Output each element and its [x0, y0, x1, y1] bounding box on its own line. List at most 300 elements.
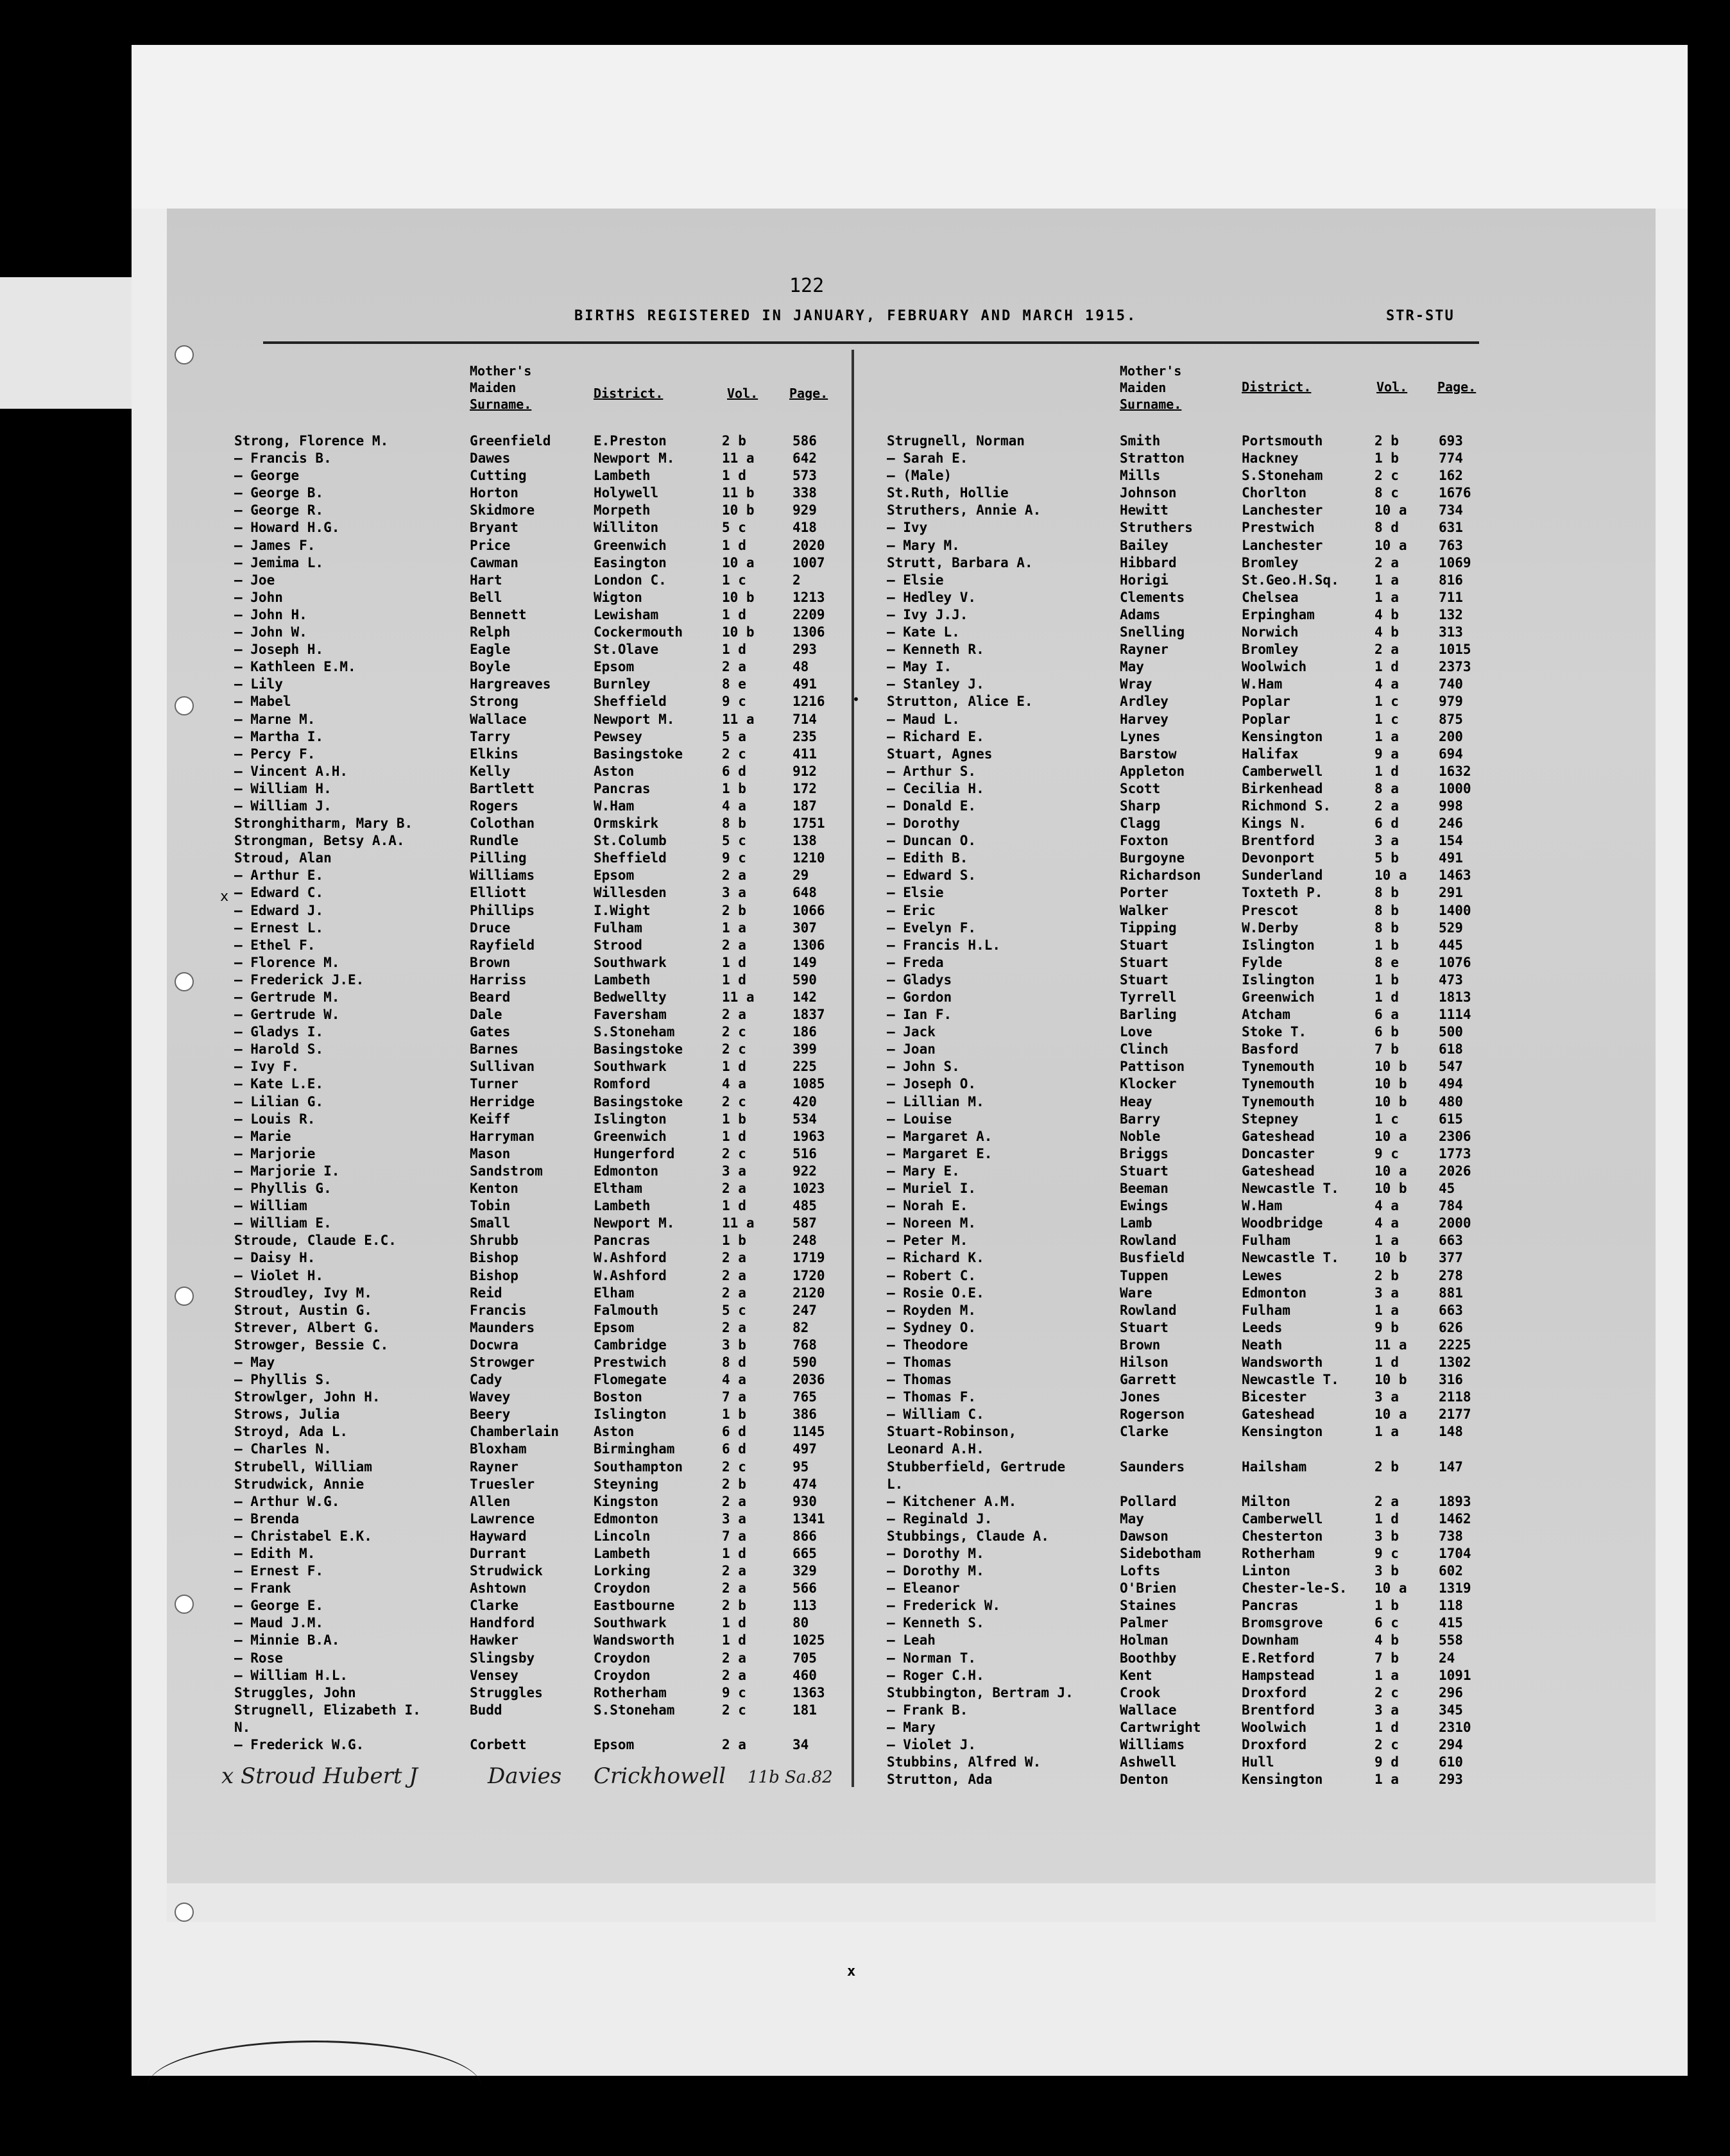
entry-district: Portsmouth — [1242, 433, 1323, 449]
entry-volume: 8 d — [722, 1354, 746, 1370]
entry-page: 1676 — [1439, 485, 1471, 501]
entry-district: Fulham — [1242, 1233, 1290, 1249]
entry-district: Birmingham — [594, 1441, 675, 1457]
entry-name: — Ivy — [887, 520, 928, 536]
entry-maiden-surname: Druce — [470, 920, 511, 936]
entry-page: 1210 — [792, 850, 825, 866]
register-row — [234, 1459, 850, 1476]
entry-district: Downham — [1242, 1632, 1299, 1648]
entry-maiden-surname: Hawker — [470, 1632, 518, 1648]
register-row — [887, 1059, 1464, 1076]
entry-district: Burnley — [594, 676, 651, 692]
punch-hole-icon — [175, 345, 194, 364]
entry-name: — Edith M. — [234, 1546, 316, 1561]
register-row — [234, 764, 850, 781]
entry-volume: 5 a — [722, 728, 746, 744]
entry-volume: 3 a — [722, 1510, 746, 1527]
entry-maiden-surname: Ashtown — [470, 1580, 527, 1596]
entry-district: Wandsworth — [1242, 1354, 1323, 1370]
entry-name: — (Male) — [887, 468, 952, 484]
register-row — [887, 902, 1471, 920]
register-row — [887, 746, 1464, 764]
left-entries — [234, 433, 850, 1754]
entry-page: 491 — [1439, 850, 1463, 866]
entry-district: Newport M. — [594, 450, 675, 466]
entry-maiden-surname: Allen — [470, 1493, 511, 1509]
entry-district: Chester-le-S. — [1242, 1580, 1348, 1596]
entry-maiden-surname: Jones — [1120, 1389, 1161, 1405]
entry-page: 2310 — [1439, 1719, 1471, 1735]
entry-volume: 2 a — [722, 1250, 746, 1266]
entry-page: 929 — [792, 502, 817, 518]
entry-district: Wandsworth — [594, 1632, 675, 1648]
entry-maiden-surname: Love — [1120, 1024, 1152, 1040]
entry-district: Edmonton — [594, 1510, 659, 1527]
entry-name: — Kitchener A.M. — [887, 1493, 1017, 1509]
register-row — [234, 1007, 850, 1024]
entry-district: Croydon — [594, 1667, 651, 1683]
entry-district: Edmonton — [594, 1163, 659, 1179]
entry-page: 24 — [1439, 1650, 1455, 1666]
entry-district: Elham — [594, 1285, 635, 1301]
entry-maiden-surname: Clinch — [1120, 1041, 1169, 1057]
entry-page: 1091 — [1439, 1667, 1471, 1683]
entry-volume: 1 a — [1375, 589, 1399, 605]
entry-name: Strongman, Betsy A.A. — [234, 833, 405, 849]
entry-page: 485 — [792, 1198, 817, 1214]
entry-volume: 4 a — [1375, 676, 1399, 692]
entry-name: — John S. — [887, 1059, 960, 1075]
entry-name: Stubbington, Bertram J. — [887, 1684, 1074, 1700]
entry-page: 1719 — [792, 1250, 825, 1266]
entry-volume: 2 a — [722, 659, 746, 675]
entry-district: Bicester — [1242, 1389, 1307, 1405]
entry-name: — Rose — [234, 1650, 283, 1666]
entry-maiden-surname: Tuppen — [1120, 1267, 1169, 1283]
entry-page: 278 — [1439, 1267, 1463, 1283]
entry-maiden-surname: Barry — [1120, 1111, 1161, 1127]
entry-page: 694 — [1439, 746, 1463, 762]
entry-district: Islington — [1242, 971, 1315, 988]
entry-maiden-surname: Johnson — [1120, 485, 1177, 501]
entry-volume: 8 e — [1375, 954, 1399, 970]
entry-volume: 8 b — [1375, 902, 1399, 918]
entry-maiden-surname: Crook — [1120, 1684, 1161, 1700]
entry-district: Gateshead — [1242, 1163, 1315, 1179]
entry-volume: 9 d — [1375, 1754, 1399, 1770]
register-row — [234, 1511, 850, 1528]
entry-maiden-surname: Boothby — [1120, 1650, 1177, 1666]
entry-district: Neath — [1242, 1337, 1283, 1353]
entry-district: Richmond S. — [1242, 798, 1332, 814]
entry-district: Croydon — [594, 1580, 651, 1596]
entry-maiden-surname: Williams — [470, 868, 535, 884]
entry-page: 1025 — [792, 1632, 825, 1648]
entry-name: — Francis H.L. — [887, 937, 1001, 953]
entry-page: 34 — [792, 1737, 809, 1753]
entry-page: 246 — [1439, 816, 1463, 832]
register-row — [887, 868, 1471, 885]
entry-volume: 2 b — [1375, 433, 1399, 449]
entry-page: 148 — [1439, 1424, 1463, 1440]
entry-district: Lanchester — [1242, 537, 1323, 553]
entry-maiden-surname: Wray — [1120, 676, 1152, 692]
register-row — [887, 972, 1464, 989]
entry-page: 132 — [1439, 606, 1463, 622]
entry-page: 2306 — [1439, 1128, 1471, 1144]
entry-district: I.Wight — [594, 902, 651, 918]
entry-name: — Christabel E.K. — [234, 1528, 372, 1544]
entry-district: S.Stoneham — [594, 1702, 675, 1718]
entry-maiden-surname: Cutting — [470, 468, 527, 484]
entry-district: Rotherham — [594, 1684, 667, 1700]
entry-volume: 8 e — [722, 676, 746, 692]
register-row — [234, 1303, 850, 1320]
entry-volume: 1 b — [722, 1407, 746, 1423]
entry-volume: 8 c — [1375, 485, 1399, 501]
entry-district: Fulham — [594, 920, 642, 936]
entry-district: Poplar — [1242, 711, 1290, 727]
entry-page: 566 — [792, 1580, 817, 1596]
entry-maiden-surname: Clements — [1120, 589, 1185, 605]
entry-maiden-surname: Horton — [470, 485, 518, 501]
register-row — [234, 1024, 850, 1041]
entry-volume: 3 a — [1375, 1702, 1399, 1718]
entry-volume: 10 b — [722, 624, 755, 640]
entry-district: Linton — [1242, 1563, 1290, 1579]
entry-volume: 4 b — [1375, 1632, 1399, 1648]
entry-district: Newcastle T. — [1242, 1372, 1339, 1388]
entry-maiden-surname: Stuart — [1120, 954, 1169, 970]
entry-name: — Dorothy M. — [887, 1563, 984, 1579]
register-row — [887, 1372, 1464, 1389]
entry-page: 1306 — [792, 937, 825, 953]
header-maiden-line3: Surname. — [470, 397, 532, 412]
entry-district: Devonport — [1242, 850, 1315, 866]
entry-name: — Howard H.G. — [234, 520, 340, 536]
entry-volume: 8 b — [1375, 885, 1399, 901]
entry-district: Southwark — [594, 954, 667, 970]
entry-volume: 2 c — [722, 1459, 746, 1475]
punch-hole-icon — [175, 1287, 194, 1306]
entry-page: 2373 — [1439, 659, 1471, 675]
register-row — [234, 1685, 850, 1702]
entry-maiden-surname: O'Brien — [1120, 1580, 1177, 1596]
entry-volume: 9 c — [722, 694, 746, 710]
entry-maiden-surname: Handford — [470, 1615, 535, 1631]
entry-page: 1216 — [792, 694, 825, 710]
entry-volume: 10 b — [1375, 1181, 1407, 1197]
entry-district: Eastbourne — [594, 1598, 675, 1614]
entry-district: Lorking — [594, 1563, 651, 1579]
entry-maiden-surname: Kelly — [470, 763, 511, 779]
entry-name: — William — [234, 1198, 307, 1214]
entry-district: Newcastle T. — [1242, 1181, 1339, 1197]
register-row — [234, 1528, 850, 1546]
entry-name: — Frank B. — [887, 1702, 968, 1718]
entry-volume: 10 a — [1375, 1580, 1407, 1596]
register-row — [887, 1233, 1464, 1250]
register-row — [887, 468, 1464, 485]
entry-name: — William E. — [234, 1215, 332, 1231]
entry-maiden-surname: Foxton — [1120, 833, 1169, 849]
register-row — [887, 1754, 1464, 1772]
entry-name: — Royden M. — [887, 1302, 977, 1318]
entry-district: Milton — [1242, 1493, 1290, 1509]
entry-maiden-surname: Sidebotham — [1120, 1546, 1201, 1561]
entry-district: Basford — [1242, 1041, 1299, 1057]
entry-name: — Mary — [887, 1719, 936, 1735]
entry-name: — Francis B. — [234, 450, 332, 466]
entry-district: E.Preston — [594, 433, 667, 449]
entry-name: — George — [234, 468, 300, 484]
entry-volume: 11 a — [722, 711, 755, 727]
entry-page: 618 — [1439, 1041, 1463, 1057]
entry-maiden-surname: Pollard — [1120, 1493, 1177, 1509]
register-row — [234, 1389, 850, 1407]
entry-page: 307 — [792, 920, 817, 936]
entry-district: Easington — [594, 554, 667, 570]
register-row — [887, 850, 1464, 868]
entry-name: — Sarah E. — [887, 450, 968, 466]
entry-name: Strong, Florence M. — [234, 433, 389, 449]
entry-maiden-surname: Beeman — [1120, 1181, 1169, 1197]
entry-page: 235 — [792, 728, 817, 744]
entry-district: Hampstead — [1242, 1667, 1315, 1683]
entry-page: 1085 — [792, 1076, 825, 1092]
register-row — [234, 1494, 850, 1511]
entry-page: 547 — [1439, 1059, 1463, 1075]
entry-maiden-surname: Pattison — [1120, 1059, 1185, 1075]
entry-district: Edmonton — [1242, 1285, 1307, 1301]
entry-page: 420 — [792, 1093, 817, 1109]
entry-page: 1114 — [1439, 1007, 1471, 1023]
entry-maiden-surname: Strong — [470, 694, 518, 710]
entry-volume: 2 a — [1375, 1493, 1399, 1509]
register-row — [887, 1181, 1464, 1198]
entry-page: 586 — [792, 433, 817, 449]
entry-district: Epsom — [594, 1737, 635, 1753]
entry-maiden-surname: Stuart — [1120, 1319, 1169, 1335]
register-row — [887, 1598, 1464, 1615]
entry-district: Islington — [594, 1407, 667, 1423]
entry-district: Woodbridge — [1242, 1215, 1323, 1231]
entry-name: — Theodore — [887, 1337, 968, 1353]
entry-district: Strood — [594, 937, 642, 953]
entry-maiden-surname: Burgoyne — [1120, 850, 1185, 866]
entry-name: — Richard K. — [887, 1250, 984, 1266]
entry-maiden-surname: Heay — [1120, 1093, 1152, 1109]
entry-district: Southwark — [594, 1615, 667, 1631]
entry-page: 1306 — [792, 624, 825, 640]
entry-maiden-surname: Bell — [470, 589, 502, 605]
entry-district: Erpingham — [1242, 606, 1315, 622]
register-row — [234, 1041, 850, 1059]
entry-volume: 2 a — [722, 868, 746, 884]
register-row — [234, 746, 850, 764]
entry-maiden-surname: Clagg — [1120, 816, 1161, 832]
register-row — [234, 903, 850, 920]
entry-maiden-surname: May — [1120, 1510, 1144, 1527]
entry-volume: 5 c — [722, 1302, 746, 1318]
entry-name: Stroudley, Ivy M. — [234, 1285, 372, 1301]
entry-maiden-surname: Stuart — [1120, 937, 1169, 953]
entry-volume: 1 b — [722, 1111, 746, 1127]
entry-district: Bromsgrove — [1242, 1615, 1323, 1631]
entry-volume: 11 a — [722, 450, 755, 466]
entry-maiden-surname: Hart — [470, 572, 502, 588]
entry-district: Greenwich — [1242, 989, 1315, 1005]
entry-maiden-surname: Lofts — [1120, 1563, 1161, 1579]
entry-volume: 9 c — [1375, 1546, 1399, 1561]
register-row — [887, 433, 1464, 450]
entry-volume: 3 b — [1375, 1563, 1399, 1579]
entry-district: Ormskirk — [594, 816, 659, 832]
entry-name: — Louis R. — [234, 1111, 316, 1127]
entry-district: Epsom — [594, 1319, 635, 1335]
punch-hole-icon — [175, 972, 194, 991]
entry-page: 1302 — [1439, 1354, 1471, 1370]
register-row — [234, 798, 850, 816]
register-row — [234, 1094, 850, 1111]
register-row — [234, 816, 850, 833]
entry-district: Tynemouth — [1242, 1093, 1315, 1109]
entry-maiden-surname: Mason — [470, 1145, 511, 1161]
entry-volume: 9 c — [722, 1684, 746, 1700]
entry-page: 587 — [792, 1215, 817, 1231]
entry-name: — Dorothy M. — [887, 1546, 984, 1561]
entry-name: — Evelyn F. — [887, 920, 977, 936]
register-row — [887, 607, 1464, 624]
entry-district: Hull — [1242, 1754, 1274, 1770]
entry-name: — Gertrude W. — [234, 1007, 340, 1023]
register-row — [887, 1719, 1471, 1737]
entry-page: 2036 — [792, 1372, 825, 1388]
register-row — [887, 729, 1464, 746]
register-row — [234, 659, 850, 676]
entry-name: — Edward C. — [234, 885, 324, 901]
entry-district: Pancras — [594, 1233, 651, 1249]
entry-volume: 1 b — [722, 1233, 746, 1249]
entry-district: W.Derby — [1242, 920, 1299, 936]
entry-volume: 2 a — [722, 1737, 746, 1753]
entry-page: 665 — [792, 1546, 817, 1561]
register-row — [887, 1424, 1464, 1441]
entry-district: Camberwell — [1242, 763, 1323, 779]
entry-page: 765 — [792, 1389, 817, 1405]
entry-volume: 2 b — [1375, 1267, 1399, 1283]
entry-name: — Joan — [887, 1041, 936, 1057]
entry-page: 80 — [792, 1615, 809, 1631]
register-row — [234, 1268, 850, 1285]
entry-name: L. — [887, 1476, 904, 1492]
entry-page: 1076 — [1439, 954, 1471, 970]
entry-maiden-surname: Strowger — [470, 1354, 535, 1370]
entry-page: 1000 — [1439, 780, 1471, 796]
entry-name: — George E. — [234, 1598, 324, 1614]
entry-volume: 2 c — [722, 1041, 746, 1057]
register-row — [887, 833, 1464, 850]
register-row — [887, 712, 1464, 729]
register-row — [887, 1685, 1464, 1702]
entry-page: 626 — [1439, 1319, 1463, 1335]
entry-volume: 2 c — [722, 1024, 746, 1040]
entry-volume: 2 c — [722, 1702, 746, 1718]
entry-district: Sheffield — [594, 694, 667, 710]
entry-district: W.Ham — [1242, 1198, 1283, 1214]
entry-volume: 1 d — [722, 1128, 746, 1144]
register-row — [887, 1250, 1464, 1267]
entry-maiden-surname: May — [1120, 659, 1144, 675]
entry-page: 248 — [792, 1233, 817, 1249]
entry-district: Fulham — [1242, 1302, 1290, 1318]
entry-page: 705 — [792, 1650, 817, 1666]
entry-district: Falmouth — [594, 1302, 659, 1318]
entry-name: — Margaret A. — [887, 1128, 993, 1144]
entry-page: 2026 — [1439, 1163, 1471, 1179]
entry-district: Southampton — [594, 1459, 683, 1475]
entry-name: Strowger, Bessie C. — [234, 1337, 389, 1353]
entry-page: 602 — [1439, 1563, 1463, 1579]
register-row — [234, 1476, 850, 1494]
entry-name: — William H. — [234, 780, 332, 796]
entry-district: Atcham — [1242, 1007, 1290, 1023]
entry-volume: 3 a — [722, 885, 746, 901]
entry-maiden-surname: Tipping — [1120, 920, 1177, 936]
entry-page: 1213 — [792, 589, 825, 605]
punch-hole-icon — [175, 1903, 194, 1922]
entry-name: — Ernest L. — [234, 920, 324, 936]
entry-volume: 1 b — [1375, 937, 1399, 953]
entry-maiden-surname: Porter — [1120, 885, 1169, 901]
entry-page: 138 — [792, 833, 817, 849]
entry-volume: 5 b — [1375, 850, 1399, 866]
entry-page: 615 — [1439, 1111, 1463, 1127]
entry-name: — William H.L. — [234, 1667, 348, 1683]
entry-district: S.Stoneham — [1242, 468, 1323, 484]
entry-page: 445 — [1439, 937, 1463, 953]
entry-name: — Lillian M. — [887, 1093, 984, 1109]
header-district: District. — [594, 386, 664, 401]
entry-page: 147 — [1439, 1459, 1463, 1475]
entry-page: 338 — [792, 485, 817, 501]
entry-maiden-surname: Garrett — [1120, 1372, 1177, 1388]
entry-page: 460 — [792, 1667, 817, 1683]
entry-district: Basingstoke — [594, 1041, 683, 1057]
entry-name: Struggles, John — [234, 1684, 356, 1700]
entry-maiden-surname: Klocker — [1120, 1076, 1177, 1092]
register-row — [234, 1563, 850, 1580]
entry-district: Newport M. — [594, 711, 675, 727]
entry-name: — Kenneth R. — [887, 642, 984, 658]
entry-maiden-surname: Harvey — [1120, 711, 1169, 727]
entry-maiden-surname: Hargreaves — [470, 676, 551, 692]
register-row — [887, 1024, 1464, 1041]
entry-name: — Brenda — [234, 1510, 300, 1527]
entry-name: — George B. — [234, 485, 324, 501]
entry-volume: 6 a — [1375, 1007, 1399, 1023]
entry-volume: 1 d — [722, 971, 746, 988]
entry-maiden-surname: Hewitt — [1120, 502, 1169, 518]
entry-page: 491 — [792, 676, 817, 692]
entry-name: — Minnie B.A. — [234, 1632, 340, 1648]
entry-district: Woolwich — [1242, 659, 1307, 675]
entry-volume: 1 d — [1375, 989, 1399, 1005]
register-row — [234, 920, 850, 937]
register-row — [887, 450, 1464, 468]
entry-volume: 1 b — [1375, 450, 1399, 466]
margin-x-mark: x — [220, 889, 229, 905]
